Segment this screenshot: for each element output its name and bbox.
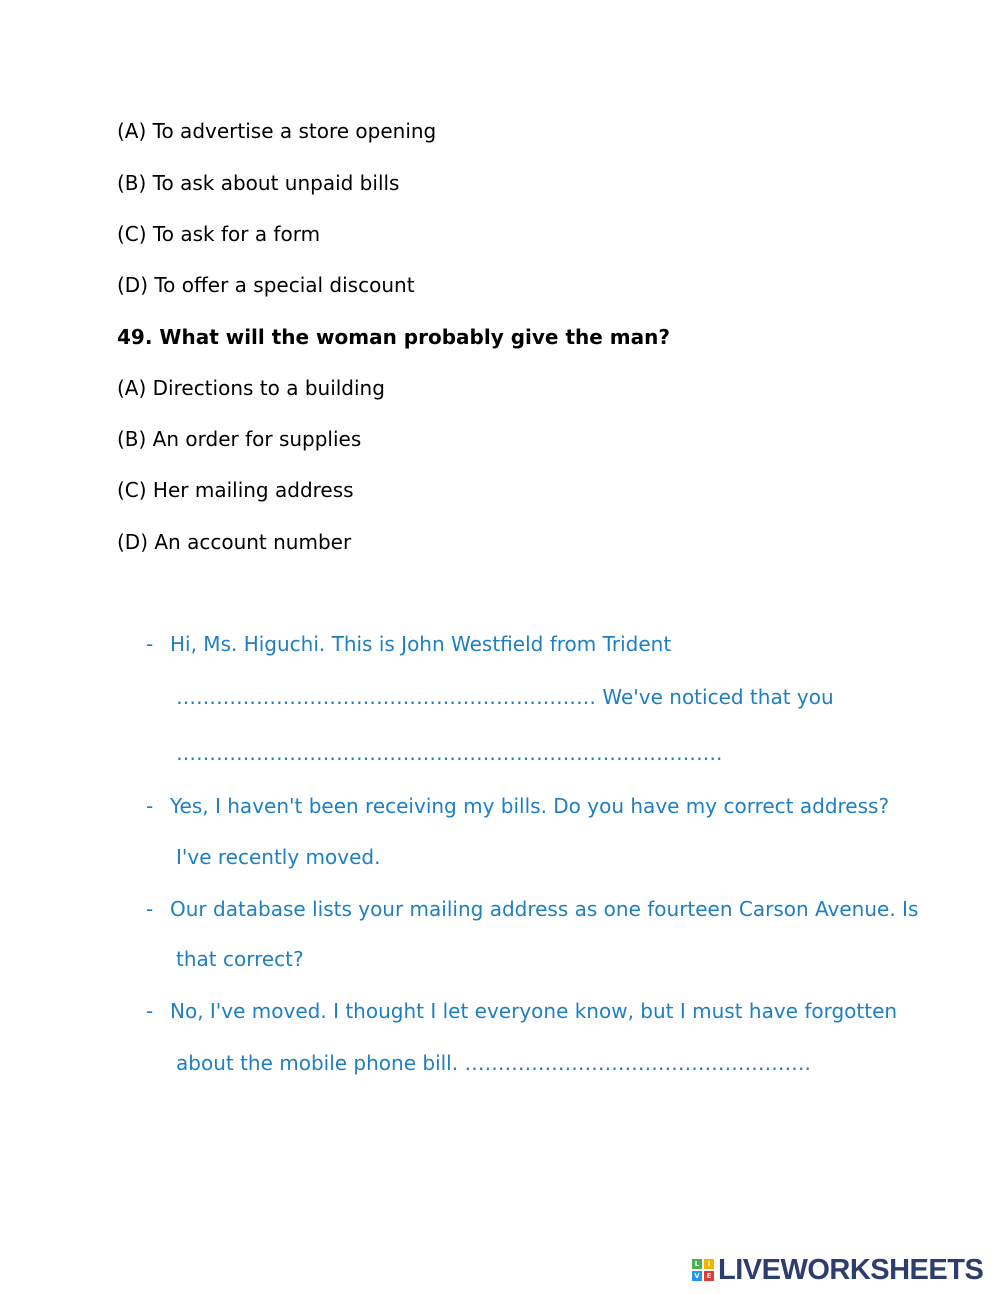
dialogue-line-3: Our database lists your mailing address as one fourteen Carson Avenue. Is — [170, 897, 919, 921]
logo-tile-v: V — [692, 1271, 702, 1281]
q48-option-b: (B) To ask about unpaid bills — [117, 171, 400, 195]
q49-option-b: (B) An order for supplies — [117, 427, 362, 451]
liveworksheets-logo-text: LIVEWORKSHEETS — [718, 1253, 984, 1286]
dialogue-dash-4: - — [146, 999, 154, 1023]
dialogue-dash-2: - — [146, 794, 154, 818]
q48-option-c: (C) To ask for a form — [117, 222, 321, 246]
dialogue-line-1: Hi, Ms. Higuchi. This is John Westfield from Trident — [170, 632, 672, 656]
q48-option-d: (D) To offer a special discount — [117, 273, 415, 297]
dialogue-line-3-cont: that correct? — [176, 947, 304, 971]
liveworksheets-logo-icon — [692, 1259, 714, 1281]
q48-option-a: (A) To advertise a store opening — [117, 119, 437, 143]
liveworksheets-logo — [692, 1254, 983, 1286]
dialogue-line-2-cont: I've recently moved. — [176, 845, 381, 869]
dialogue-line-4-cont[interactable]: about the mobile phone bill. ……………………………………………. — [176, 1051, 811, 1075]
logo-tile-l: L — [692, 1259, 702, 1269]
dialogue-dash-3: - — [146, 897, 154, 921]
dialogue-blank-1[interactable]: ……………………………………………………… We've noticed that you — [176, 685, 834, 709]
q49-option-d: (D) An account number — [117, 530, 352, 554]
logo-tile-e: E — [704, 1271, 714, 1281]
dialogue-blank-2[interactable]: ………………………………………………………………………. — [176, 741, 723, 765]
dialogue-dash-1: - — [146, 632, 154, 656]
dialogue-line-2: Yes, I haven't been receiving my bills. Do you have my correct address? — [170, 794, 890, 818]
q49-option-a: (A) Directions to a building — [117, 376, 385, 400]
q49-question: 49. What will the woman probably give the man? — [117, 325, 670, 349]
logo-tile-i: I — [704, 1259, 714, 1269]
q49-option-c: (C) Her mailing address — [117, 478, 354, 502]
dialogue-line-4: No, I've moved. I thought I let everyone know, but I must have forgotten — [170, 999, 898, 1023]
